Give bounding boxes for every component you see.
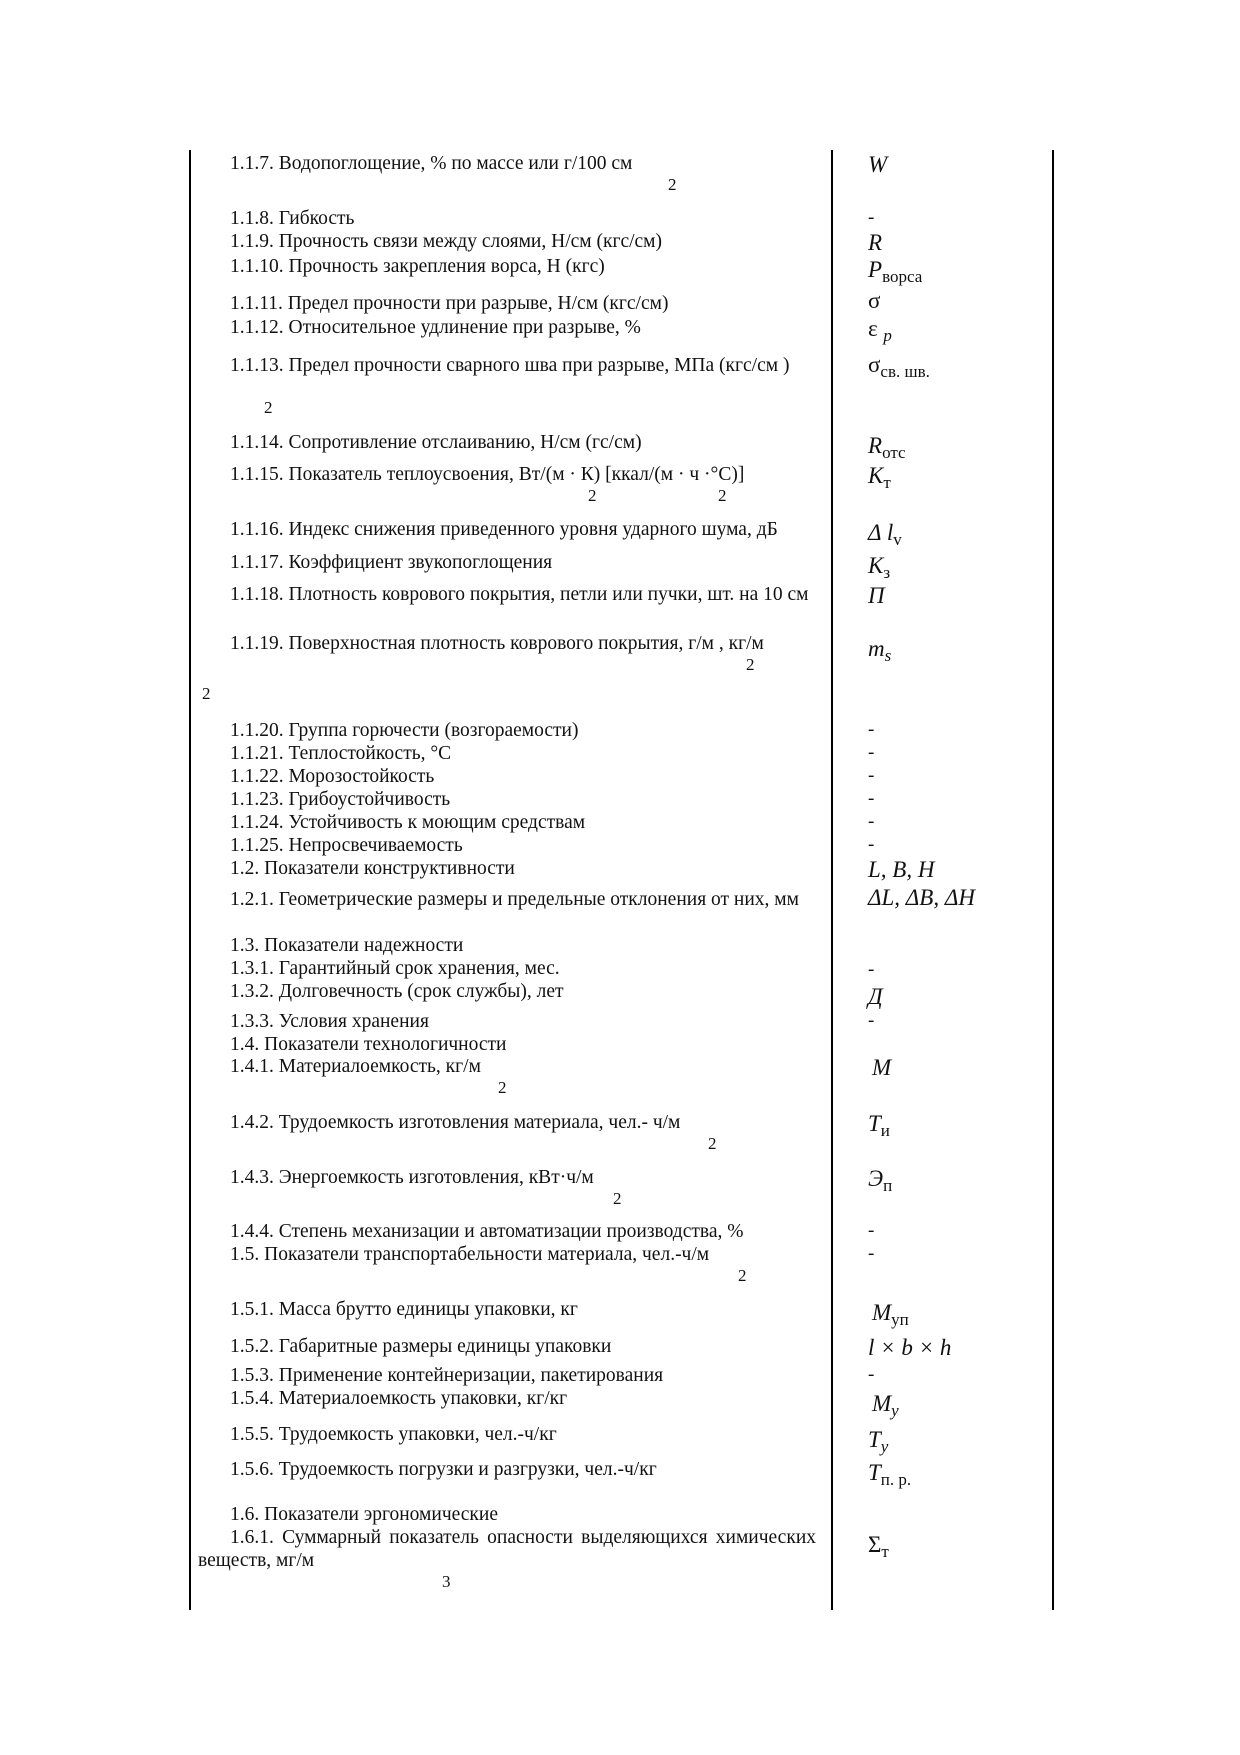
row-description: 1.1.24. Устойчивость к моющим средствам <box>230 812 586 833</box>
row-description: 1.1.25. Непросвечиваемость <box>230 835 463 856</box>
row-description: 1.1.22. Морозостойкость <box>230 766 435 787</box>
row-symbol: - <box>868 811 875 832</box>
superscript: 2 <box>708 1134 717 1153</box>
row-symbol: $K_з$ <box>868 553 891 582</box>
row-symbol: $K_т$ <box>868 463 891 492</box>
row-symbol: l × b × h <box>868 1335 952 1360</box>
row-symbol: - <box>868 765 875 786</box>
row-description: 1.5.1. Масса брутто единицы упаковки, кг <box>230 1299 578 1320</box>
row-symbol: П <box>868 583 885 608</box>
row-description: 1.1.16. Индекс снижения приведенного уровня ударного шума, дБ <box>230 519 778 540</box>
row-description: 1.1.7. Водопоглощение, % по массе или г/100 см <box>230 153 633 174</box>
row-description: 1.6. Показатели эргономические <box>230 1504 499 1525</box>
row-symbol: $\Sigma_т$ <box>868 1532 889 1561</box>
row-symbol: - <box>868 719 875 740</box>
row-symbol: - <box>868 959 875 980</box>
row-symbol: $\sigma_{св. шв.}$ <box>868 352 930 381</box>
table-middle-border <box>831 150 833 1610</box>
superscript: 3 <box>442 1572 451 1591</box>
row-description: 1.3.2. Долговечность (срок службы), лет <box>230 981 564 1002</box>
row-description: 1.1.13. Предел прочности сварного шва при разрыве, МПа (кгс/см ) <box>230 355 790 376</box>
row-description: 1.1.12. Относительное удлинение при разрыве, % <box>230 317 641 338</box>
row-symbol: ΔL, ΔB, ΔH <box>868 885 975 910</box>
superscript: 2 <box>613 1189 622 1208</box>
superscript: 2 <box>588 486 597 505</box>
row-description: 1.4.1. Материалоемкость, кг/м <box>230 1056 481 1077</box>
row-symbol: L, B, H <box>868 857 935 882</box>
row-symbol: $Э_п$ <box>868 1166 893 1195</box>
row-description: 1.4.2. Трудоемкость изготовления материала, чел.- ч/м <box>230 1112 681 1133</box>
row-symbol: $M_{уп}$ <box>872 1300 909 1329</box>
row-symbol: W <box>868 152 888 177</box>
row-description: 1.1.21. Теплостойкость, °С <box>230 743 452 764</box>
row-description: 1.3. Показатели надежности <box>230 935 464 956</box>
row-symbol: Δ $l_v$ <box>868 520 902 549</box>
row-symbol: $R_{отс}$ <box>868 433 906 462</box>
row-symbol: R <box>868 230 883 255</box>
table-left-border <box>189 150 191 1610</box>
row-description: 1.5. Показатели транспортабельности материала, чел.-ч/м <box>230 1244 710 1265</box>
row-symbol: - <box>868 834 875 855</box>
superscript: 2 <box>202 684 211 703</box>
row-symbol: - <box>868 207 875 228</box>
row-description: 1.1.18. Плотность коврового покрытия, петли или пучки, шт. на 10 см <box>230 584 809 605</box>
row-description: 1.1.15. Показатель теплоусвоения, Вт/(м · К) [ккал/(м · ч ·°С)] <box>230 464 745 485</box>
row-description: 1.1.14. Сопротивление отслаиванию, Н/см (гс/см) <box>230 432 642 453</box>
superscript: 2 <box>668 175 677 194</box>
row-symbol: $T_y$ <box>868 1427 889 1456</box>
superscript: 2 <box>718 486 727 505</box>
row-symbol: M <box>872 1055 892 1080</box>
superscript: 2 <box>264 398 273 417</box>
superscript: 2 <box>746 655 755 674</box>
row-description: 1.1.8. Гибкость <box>230 208 355 229</box>
row-symbol: $T_и$ <box>868 1111 890 1140</box>
row-description: 1.1.10. Прочность закрепления ворса, Н (кгс) <box>230 256 605 277</box>
row-symbol: σ <box>868 288 881 313</box>
row-symbol: - <box>868 1220 875 1241</box>
row-description: 1.4. Показатели технологичности <box>230 1034 507 1055</box>
row-symbol: - <box>868 1010 875 1031</box>
row-description: 1.5.2. Габаритные размеры единицы упаковки <box>230 1336 612 1357</box>
row-symbol: $P_{ворса}$ <box>868 257 923 286</box>
row-description: 1.3.3. Условия хранения <box>230 1011 429 1032</box>
row-description: 1.6.1. Суммарный показатель опасности выделяющихся химических веществ, мг/м <box>198 1527 816 1571</box>
row-symbol: - <box>868 742 875 763</box>
row-description: 1.1.19. Поверхностная плотность коврового покрытия, г/м , кг/м <box>230 633 764 654</box>
row-symbol: - <box>868 788 875 809</box>
row-symbol: - <box>868 1243 875 1264</box>
table-right-border <box>1052 150 1054 1610</box>
row-description: 1.5.4. Материалоемкость упаковки, кг/кг <box>230 1388 568 1409</box>
row-description: 1.1.17. Коэффициент звукопоглощения <box>230 552 553 573</box>
row-description: 1.2.1. Геометрические размеры и предельные отклонения от них, мм <box>230 889 799 910</box>
superscript: 2 <box>498 1078 507 1097</box>
row-description: 1.5.6. Трудоемкость погрузки и разгрузки, чел.-ч/кг <box>230 1459 657 1480</box>
row-description: 1.2. Показатели конструктивности <box>230 858 515 879</box>
row-symbol: $T_{п. р.}$ <box>868 1460 912 1489</box>
row-description: 1.3.1. Гарантийный срок хранения, мес. <box>230 958 560 979</box>
row-symbol: ε $_p$ <box>868 316 892 345</box>
row-description: 1.1.20. Группа горючести (возгораемости) <box>230 720 579 741</box>
row-description: 1.5.5. Трудоемкость упаковки, чел.-ч/кг <box>230 1424 557 1445</box>
row-description: 1.1.23. Грибоустойчивость <box>230 789 451 810</box>
row-description: 1.5.3. Применение контейнеризации, пакетирования <box>230 1365 664 1386</box>
row-description: 1.1.9. Прочность связи между слоями, Н/см (кгс/см) <box>230 231 663 252</box>
row-description: 1.1.11. Предел прочности при разрыве, Н/см (кгс/см) <box>230 293 669 314</box>
row-description: 1.4.3. Энергоемкость изготовления, кВт·ч/м <box>230 1167 594 1188</box>
row-symbol: $M_y$ <box>872 1391 899 1420</box>
superscript: 2 <box>738 1266 747 1285</box>
row-symbol: Д <box>868 984 883 1009</box>
row-symbol: - <box>868 1364 875 1385</box>
row-symbol: $m_s$ <box>868 636 892 665</box>
row-description: 1.4.4. Степень механизации и автоматизации производства, % <box>230 1221 744 1242</box>
